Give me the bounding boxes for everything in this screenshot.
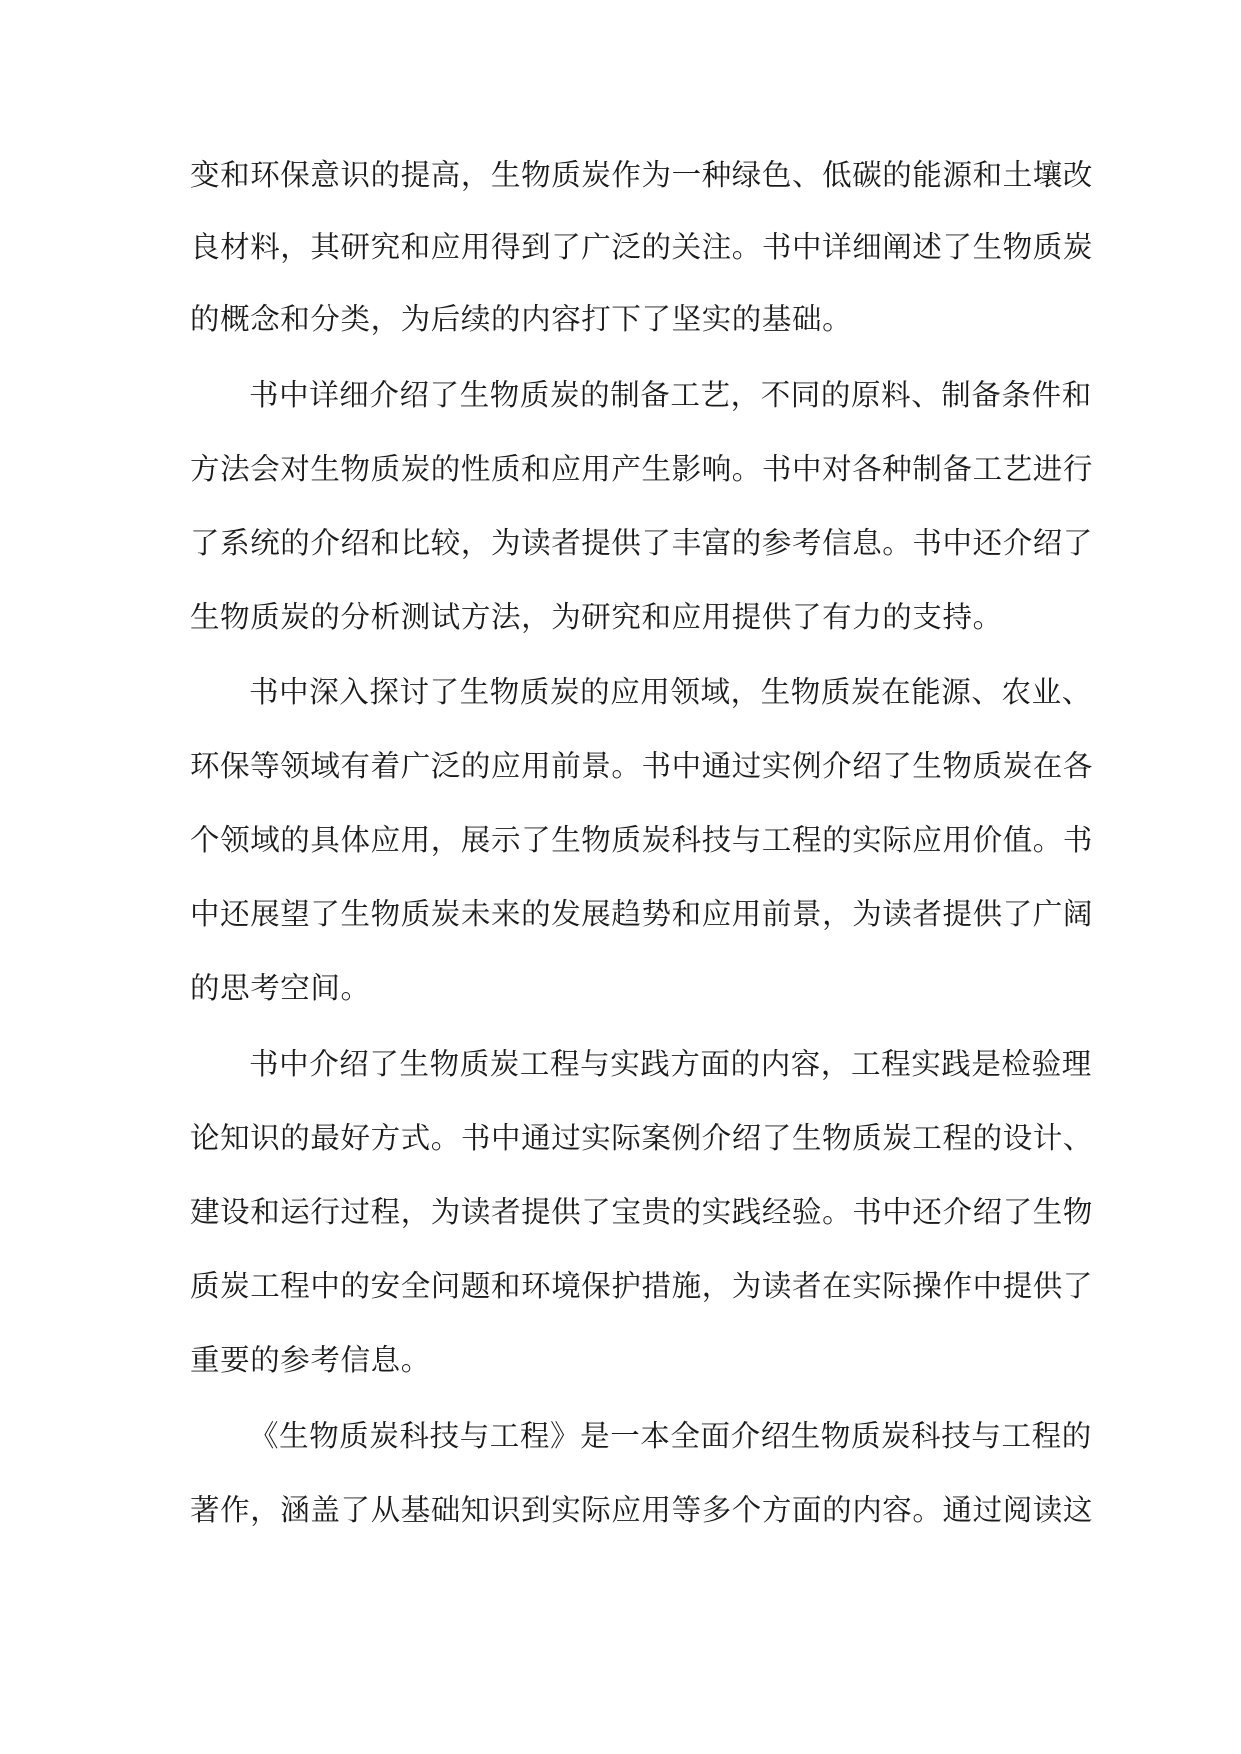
text-line: 良材料，其研究和应用得到了广泛的关注。书中详细阐述了生物质炭 [190, 230, 1094, 264]
text-line: 书中详细介绍了生物质炭的制备工艺，不同的原料、制备条件和 [249, 378, 1092, 412]
text-line: 中还展望了生物质炭未来的发展趋势和应用前景，为读者提供了广阔 [190, 897, 1094, 931]
text-line: 环保等领域有着广泛的应用前景。书中通过实例介绍了生物质炭在各 [190, 749, 1094, 783]
text-line: 建设和运行过程，为读者提供了宝贵的实践经验。书中还介绍了生物 [190, 1195, 1094, 1229]
text-line: 方法会对生物质炭的性质和应用产生影响。书中对各种制备工艺进行 [190, 452, 1094, 486]
text-line: 书中介绍了生物质炭工程与实践方面的内容，工程实践是检验理 [249, 1047, 1092, 1081]
text-line: 了系统的介绍和比较，为读者提供了丰富的参考信息。书中还介绍了 [190, 526, 1094, 560]
text-line: 重要的参考信息。 [190, 1343, 431, 1377]
text-line: 生物质炭的分析测试方法，为研究和应用提供了有力的支持。 [190, 600, 1003, 634]
text-line: 质炭工程中的安全问题和环境保护措施，为读者在实际操作中提供了 [190, 1269, 1094, 1303]
text-line: 的思考空间。 [190, 971, 371, 1005]
text-line: 变和环保意识的提高，生物质炭作为一种绿色、低碳的能源和土壤改 [190, 158, 1094, 192]
text-line: 的概念和分类，为后续的内容打下了坚实的基础。 [190, 302, 853, 336]
text-line: 书中深入探讨了生物质炭的应用领域，生物质炭在能源、农业、 [249, 675, 1092, 709]
text-line: 《生物质炭科技与工程》是一本全面介绍生物质炭科技与工程的 [249, 1419, 1092, 1453]
text-line: 个领域的具体应用，展示了生物质炭科技与工程的实际应用价值。书 [190, 823, 1094, 857]
text-line: 著作，涵盖了从基础知识到实际应用等多个方面的内容。通过阅读这 [190, 1493, 1094, 1527]
text-line: 论知识的最好方式。书中通过实际案例介绍了生物质炭工程的设计、 [190, 1121, 1094, 1155]
